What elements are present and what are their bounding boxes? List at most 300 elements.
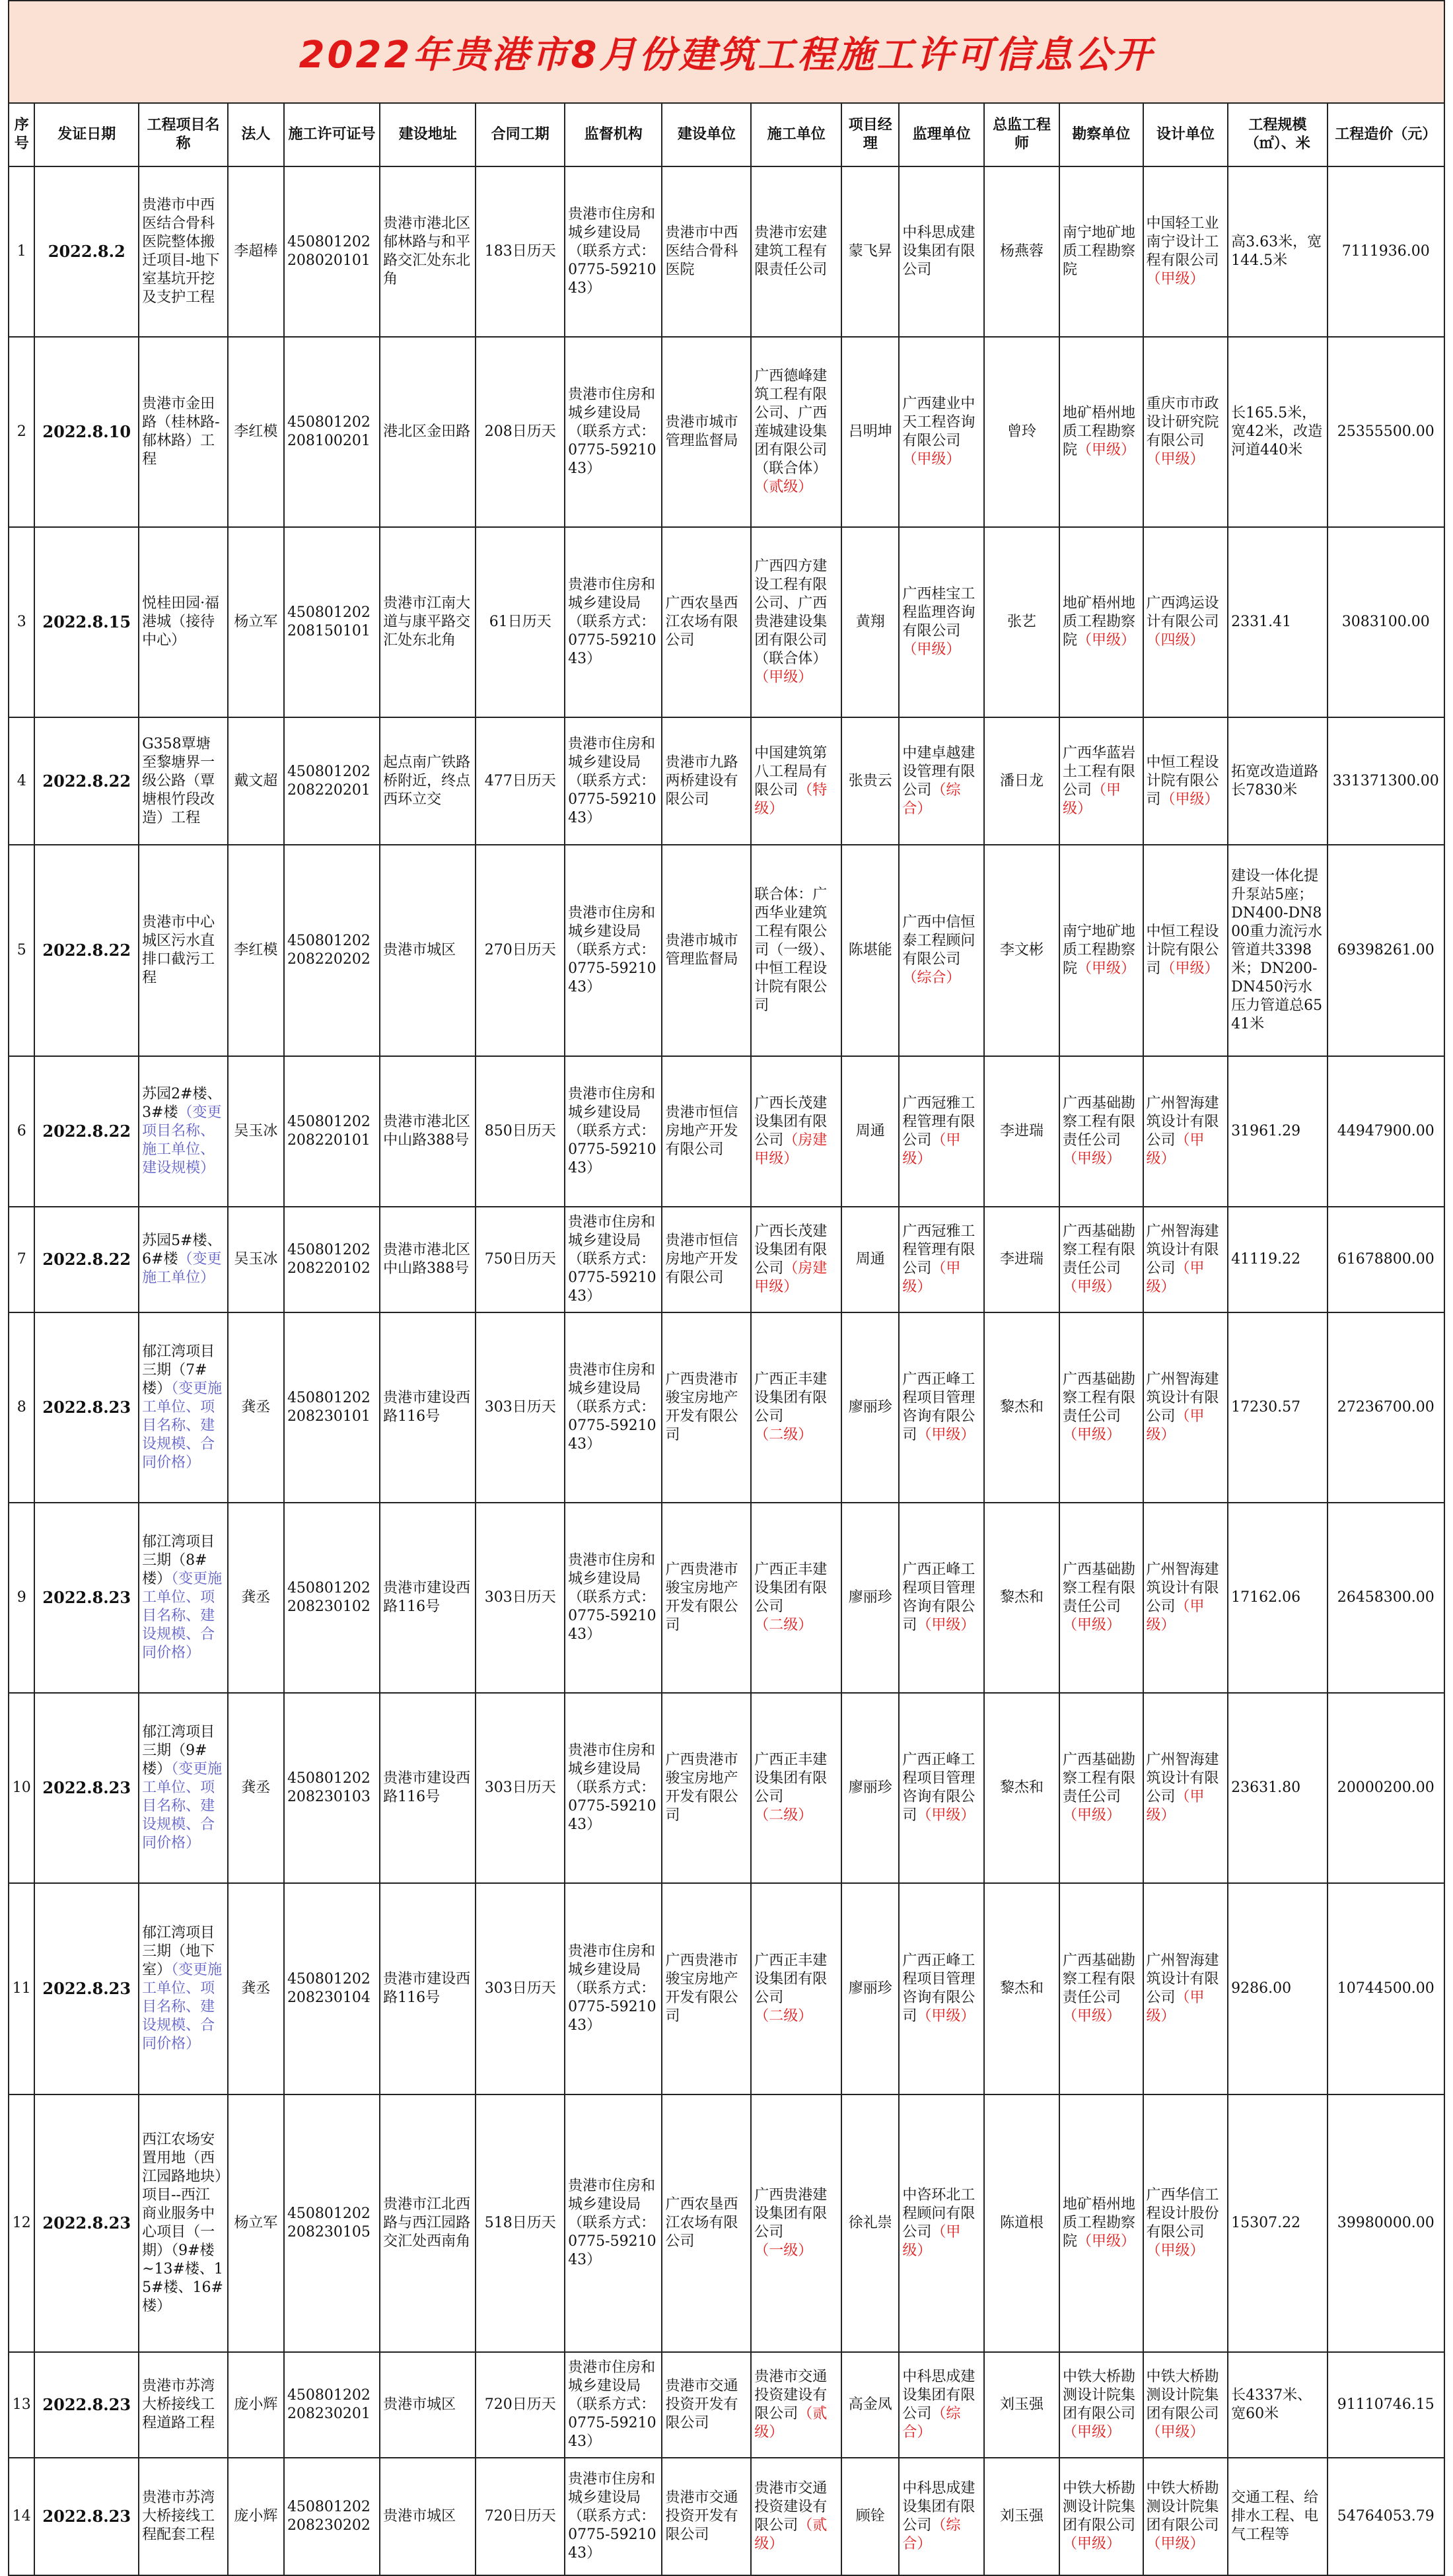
cell-cost xyxy=(1328,1883,1444,2094)
cell-scale xyxy=(1228,1503,1327,1693)
cell-permit xyxy=(284,1056,380,1207)
construction-owner: 贵港市交通投资开发有限公司 xyxy=(665,2489,738,2543)
design-company: 广州智海建筑设计有限公司 xyxy=(1146,1371,1219,1425)
contractor-name: 贵港市交通投资建设有限公司 xyxy=(754,2369,828,2422)
design-grade: （四级） xyxy=(1146,632,1205,649)
cell-survey xyxy=(1059,717,1143,845)
supervisor-grade: （甲级） xyxy=(902,451,961,468)
project-manager: 廖丽珍 xyxy=(848,1779,892,1796)
cell-legal xyxy=(228,1883,284,2094)
contractor-name: 广西正丰建设集团有限公司 xyxy=(754,1561,828,1615)
cell-address xyxy=(380,1207,476,1312)
project-cost: 7111936.00 xyxy=(1341,243,1430,260)
cell-project xyxy=(139,2094,228,2352)
site-address: 贵港市城区 xyxy=(383,2508,456,2524)
cell-contractor xyxy=(751,1503,841,1693)
cell-inspector xyxy=(899,2352,984,2458)
cell-chief xyxy=(984,2458,1059,2575)
contractor-name: 广西长茂建设集团有限公司 xyxy=(754,1095,828,1149)
col-header: 勘察单位 xyxy=(1059,103,1143,166)
cell-project xyxy=(139,2352,228,2458)
cell-permit xyxy=(284,2094,380,2352)
chief-engineer: 刘玉强 xyxy=(999,2508,1044,2524)
cell-project xyxy=(139,2458,228,2575)
project-scale: 拓宽改造道路长7830米 xyxy=(1231,763,1319,799)
design-company: 广州智海建筑设计有限公司 xyxy=(1146,1095,1219,1149)
cell-survey xyxy=(1059,1207,1143,1312)
site-address: 贵港市建设西路116号 xyxy=(383,1770,471,1805)
cell-legal xyxy=(228,2094,284,2352)
cell-project xyxy=(139,1056,228,1207)
supervisor-grade: （甲级） xyxy=(917,1617,975,1633)
cell-address xyxy=(380,1312,476,1503)
cell-contractor xyxy=(751,337,841,527)
col-header: 序号 xyxy=(9,103,34,166)
cell-chief xyxy=(984,166,1059,337)
project-cost: 3083100.00 xyxy=(1341,614,1430,630)
project-cost: 25355500.00 xyxy=(1337,423,1435,440)
cell-no xyxy=(9,166,34,337)
project-cost: 10744500.00 xyxy=(1337,1980,1435,1997)
chief-engineer: 黎杰和 xyxy=(999,1779,1044,1796)
cell-builder xyxy=(662,527,751,717)
permit-number: 450801202208230202 xyxy=(287,2499,371,2534)
supervising-company: 广西建业中天工程咨询有限公司 xyxy=(902,396,975,449)
survey-company: 南宁地矿地质工程勘察院 xyxy=(1063,923,1136,977)
cell-chief xyxy=(984,845,1059,1056)
legal-person: 吴玉冰 xyxy=(234,1251,278,1268)
chief-engineer: 黎杰和 xyxy=(999,1980,1044,1997)
project-scale: 9286.00 xyxy=(1231,1980,1292,1997)
contractor-grade: （二级） xyxy=(754,1617,813,1633)
supervising-company: 广西正峰工程项目管理咨询有限公司 xyxy=(902,1561,975,1633)
cell-builder xyxy=(662,1883,751,2094)
cell-supervisor xyxy=(565,1312,662,1503)
issue-date: 2022.8.23 xyxy=(42,1979,131,1998)
cell-date xyxy=(34,337,139,527)
cell-builder xyxy=(662,2352,751,2458)
cell-contractor xyxy=(751,845,841,1056)
site-address: 贵港市建设西路116号 xyxy=(383,1971,471,2006)
construction-owner: 贵港市中西医结合骨科医院 xyxy=(665,225,738,278)
cell-survey xyxy=(1059,845,1143,1056)
cell-no xyxy=(9,2094,34,2352)
survey-grade: （甲级） xyxy=(1063,1151,1121,1167)
survey-company: 地矿梧州地质工程勘察院 xyxy=(1063,405,1136,458)
cell-design xyxy=(1143,527,1228,717)
cell-chief xyxy=(984,1883,1059,2094)
cell-builder xyxy=(662,1693,751,1883)
cell-chief xyxy=(984,717,1059,845)
design-grade: （甲级） xyxy=(1146,1989,1205,2024)
cell-cost xyxy=(1328,1503,1444,1693)
construction-owner: 贵港市九路两桥建设有限公司 xyxy=(665,754,738,808)
construction-owner: 广西农垦西江农场有限公司 xyxy=(665,595,738,649)
design-company: 广西鸿运设计有限公司 xyxy=(1146,595,1219,630)
project-cost: 27236700.00 xyxy=(1337,1399,1435,1415)
issue-date: 2022.8.23 xyxy=(42,1398,131,1417)
construction-owner: 贵港市城市管理监督局 xyxy=(665,933,738,968)
cell-cost xyxy=(1328,717,1444,845)
construction-owner: 广西贵港市骏宝房地产开发有限公司 xyxy=(665,1561,738,1633)
project-name: 贵港市金田路（桂林路-郁林路）工程 xyxy=(142,396,220,468)
cell-scale xyxy=(1228,337,1327,527)
cell-chief xyxy=(984,2352,1059,2458)
cell-cost xyxy=(1328,2458,1444,2575)
row-number: 10 xyxy=(12,1779,31,1796)
cell-survey xyxy=(1059,337,1143,527)
cell-contractor xyxy=(751,166,841,337)
cell-inspector xyxy=(899,527,984,717)
cell-supervisor xyxy=(565,1883,662,2094)
cell-legal xyxy=(228,2458,284,2575)
cell-survey xyxy=(1059,1693,1143,1883)
cell-inspector xyxy=(899,2458,984,2575)
cell-scale xyxy=(1228,2352,1327,2458)
issue-date: 2022.8.23 xyxy=(42,2507,131,2526)
cell-address xyxy=(380,845,476,1056)
supervision-agency: 贵港市住房和城乡建设局（联系方式：0775-5921043） xyxy=(568,2178,656,2268)
survey-grade: （甲级） xyxy=(1063,2536,1121,2552)
cell-scale xyxy=(1228,1312,1327,1503)
survey-company: 广西基础勘察工程有限责任公司 xyxy=(1063,1223,1136,1277)
cell-period xyxy=(476,717,565,845)
legal-person: 龚丞 xyxy=(241,1980,271,1997)
legal-person: 龚丞 xyxy=(241,1589,271,1606)
project-name: G358覃塘至黎塘界一级公路（覃塘根竹段改造）工程 xyxy=(142,735,215,826)
survey-company: 广西华蓝岩土工程有限公司 xyxy=(1063,744,1136,799)
cell-permit xyxy=(284,337,380,527)
row-number: 11 xyxy=(12,1980,31,1997)
supervisor-grade: （综合） xyxy=(902,2406,961,2441)
cell-project xyxy=(139,717,228,845)
cell-scale xyxy=(1228,2458,1327,2575)
change-note: （变更施工单位） xyxy=(142,1251,222,1286)
cell-cost xyxy=(1328,1207,1444,1312)
legal-person: 吴玉冰 xyxy=(234,1123,278,1139)
cell-date xyxy=(34,1207,139,1312)
cell-pm xyxy=(841,1693,899,1883)
survey-grade: （甲级） xyxy=(1063,2424,1121,2441)
site-address: 贵港市江北西路与西江园路交汇处西南角 xyxy=(383,2196,471,2250)
supervision-agency: 贵港市住房和城乡建设局（联系方式：0775-5921043） xyxy=(568,2471,656,2561)
cell-supervisor xyxy=(565,1503,662,1693)
project-name: 郁江湾项目三期（9#楼） xyxy=(142,1724,215,1777)
cell-no xyxy=(9,1503,34,1693)
cell-design xyxy=(1143,717,1228,845)
cell-pm xyxy=(841,2458,899,2575)
chief-engineer: 杨燕蓉 xyxy=(999,243,1044,260)
legal-person: 李超棒 xyxy=(234,243,278,260)
survey-company: 中铁大桥勘测设计院集团有限公司 xyxy=(1063,2480,1136,2534)
chief-engineer: 张艺 xyxy=(1007,614,1036,630)
cell-scale xyxy=(1228,1883,1327,2094)
cell-legal xyxy=(228,1207,284,1312)
col-header: 合同工期 xyxy=(476,103,565,166)
table-row xyxy=(9,845,1444,1056)
project-name: 西江农场安置用地（西江园路地块）项目--西江商业服务中心项目（一期）（9#楼~13#楼、15#楼、16#楼） xyxy=(142,2131,223,2314)
survey-grade: （甲级） xyxy=(1077,960,1136,977)
cell-supervisor xyxy=(565,2458,662,2575)
project-name: 苏园2#楼、3#楼 xyxy=(142,1086,222,1121)
cell-permit xyxy=(284,1207,380,1312)
chief-engineer: 李文彬 xyxy=(999,942,1044,958)
cell-contractor xyxy=(751,2352,841,2458)
cell-date xyxy=(34,2352,139,2458)
project-name: 郁江湾项目三期（8#楼） xyxy=(142,1534,215,1587)
table-row xyxy=(9,166,1444,337)
row-number: 2 xyxy=(17,423,26,440)
cell-address xyxy=(380,527,476,717)
permit-number: 450801202208220102 xyxy=(287,1242,371,1277)
cell-permit xyxy=(284,166,380,337)
cell-no xyxy=(9,1312,34,1503)
legal-person: 庞小辉 xyxy=(234,2508,278,2524)
row-number: 9 xyxy=(17,1589,26,1606)
chief-engineer: 陈道根 xyxy=(999,2215,1044,2231)
permit-number: 450801202208230101 xyxy=(287,1390,371,1425)
survey-grade: （甲级） xyxy=(1063,2008,1121,2024)
cell-date xyxy=(34,2094,139,2352)
chief-engineer: 黎杰和 xyxy=(999,1589,1044,1606)
permit-number: 450801202208150101 xyxy=(287,604,371,639)
contract-period: 303日历天 xyxy=(484,1589,556,1606)
contract-period: 850日历天 xyxy=(484,1123,556,1139)
table-row xyxy=(9,1693,1444,1883)
issue-date: 2022.8.23 xyxy=(42,1778,131,1797)
issue-date: 2022.8.10 xyxy=(42,422,131,441)
design-grade: （甲级） xyxy=(1146,1132,1205,1167)
table-body xyxy=(9,166,1444,2575)
project-scale: 23631.80 xyxy=(1231,1779,1301,1796)
cell-supervisor xyxy=(565,1056,662,1207)
contract-period: 61日历天 xyxy=(489,614,551,630)
supervision-agency: 贵港市住房和城乡建设局（联系方式：0775-5921043） xyxy=(568,1742,656,1833)
design-company: 中恒工程设计院有限公司 xyxy=(1146,923,1219,977)
col-header: 施工单位 xyxy=(751,103,841,166)
table-row xyxy=(9,1883,1444,2094)
cell-pm xyxy=(841,166,899,337)
cell-builder xyxy=(662,845,751,1056)
site-address: 贵港市建设西路116号 xyxy=(383,1390,471,1425)
cell-inspector xyxy=(899,1883,984,2094)
legal-person: 李红模 xyxy=(234,942,278,958)
supervisor-grade: （甲级） xyxy=(917,1427,975,1443)
contractor-grade: （二级） xyxy=(754,2008,813,2024)
cell-inspector xyxy=(899,1207,984,1312)
cell-supervisor xyxy=(565,717,662,845)
table-row xyxy=(9,337,1444,527)
cell-survey xyxy=(1059,1883,1143,2094)
contractor-grade: （一级） xyxy=(754,2242,813,2259)
issue-date: 2022.8.22 xyxy=(42,1250,131,1269)
cell-chief xyxy=(984,1056,1059,1207)
permit-table xyxy=(8,102,1445,2576)
project-cost: 331371300.00 xyxy=(1332,772,1439,789)
row-number: 13 xyxy=(12,2396,31,2413)
project-cost: 61678800.00 xyxy=(1337,1251,1435,1268)
cell-scale xyxy=(1228,2094,1327,2352)
cell-period xyxy=(476,1312,565,1503)
construction-owner: 贵港市城市管理监督局 xyxy=(665,414,738,449)
cell-permit xyxy=(284,2352,380,2458)
cell-cost xyxy=(1328,166,1444,337)
contractor-name: 广西正丰建设集团有限公司 xyxy=(754,1371,828,1425)
cell-permit xyxy=(284,527,380,717)
cell-no xyxy=(9,527,34,717)
project-manager: 周通 xyxy=(855,1251,885,1268)
cell-design xyxy=(1143,2352,1228,2458)
row-number: 12 xyxy=(12,2215,31,2231)
site-address: 贵港市城区 xyxy=(383,2396,456,2413)
col-header: 监理单位 xyxy=(899,103,984,166)
cell-period xyxy=(476,845,565,1056)
design-company: 广州智海建筑设计有限公司 xyxy=(1146,1223,1219,1277)
cell-builder xyxy=(662,2458,751,2575)
contractor-grade: （甲级） xyxy=(754,669,813,686)
cell-no xyxy=(9,845,34,1056)
cell-legal xyxy=(228,1312,284,1503)
project-scale: 长4337米、宽60米 xyxy=(1231,2387,1312,2422)
cell-inspector xyxy=(899,1503,984,1693)
cell-contractor xyxy=(751,2094,841,2352)
cell-design xyxy=(1143,1207,1228,1312)
cell-pm xyxy=(841,1312,899,1503)
contract-period: 183日历天 xyxy=(484,243,556,260)
cell-date xyxy=(34,717,139,845)
cell-permit xyxy=(284,1312,380,1503)
project-cost: 54764053.79 xyxy=(1337,2508,1435,2524)
cell-address xyxy=(380,1693,476,1883)
cell-supervisor xyxy=(565,845,662,1056)
change-note: （变更项目名称、施工单位、建设规模） xyxy=(142,1104,222,1176)
supervising-company: 广西正峰工程项目管理咨询有限公司 xyxy=(902,1752,975,1824)
cell-date xyxy=(34,166,139,337)
table-row xyxy=(9,1056,1444,1207)
cell-inspector xyxy=(899,1312,984,1503)
contractor-grade: （贰级） xyxy=(754,479,813,495)
cell-builder xyxy=(662,337,751,527)
cell-design xyxy=(1143,337,1228,527)
project-name: 贵港市苏湾大桥接线工程配套工程 xyxy=(142,2489,215,2543)
cell-project xyxy=(139,845,228,1056)
construction-owner: 广西贵港市骏宝房地产开发有限公司 xyxy=(665,1752,738,1824)
cell-pm xyxy=(841,1207,899,1312)
table-row xyxy=(9,1503,1444,1693)
cell-project xyxy=(139,1883,228,2094)
cell-legal xyxy=(228,1503,284,1693)
project-name: 贵港市中心城区污水直排口截污工程 xyxy=(142,914,215,986)
cell-inspector xyxy=(899,1056,984,1207)
supervisor-grade: （综合） xyxy=(902,2517,961,2552)
supervision-agency: 贵港市住房和城乡建设局（联系方式：0775-5921043） xyxy=(568,1943,656,2034)
cell-builder xyxy=(662,717,751,845)
cell-permit xyxy=(284,1693,380,1883)
cell-scale xyxy=(1228,845,1327,1056)
design-grade: （甲级） xyxy=(1146,451,1205,468)
contractor-grade: （特级） xyxy=(754,781,828,817)
cell-builder xyxy=(662,1056,751,1207)
cell-pm xyxy=(841,717,899,845)
legal-person: 戴文超 xyxy=(234,772,278,789)
cell-design xyxy=(1143,1693,1228,1883)
cell-address xyxy=(380,337,476,527)
table-row xyxy=(9,717,1444,845)
cell-no xyxy=(9,2458,34,2575)
project-name: 悦桂田园·福港城（接待中心） xyxy=(142,595,220,649)
cell-period xyxy=(476,1056,565,1207)
cell-period xyxy=(476,1207,565,1312)
project-scale: 15307.22 xyxy=(1231,2215,1301,2231)
cell-permit xyxy=(284,2458,380,2575)
site-address: 贵港市港北区中山路388号 xyxy=(383,1242,471,1277)
change-note: （变更施工单位、项目名称、建设规模、合同价格） xyxy=(142,1380,223,1471)
cell-legal xyxy=(228,1693,284,1883)
cell-pm xyxy=(841,337,899,527)
cell-survey xyxy=(1059,2352,1143,2458)
supervising-company: 中咨环北工程顾问有限公司 xyxy=(902,2187,975,2240)
supervision-agency: 贵港市住房和城乡建设局（联系方式：0775-5921043） xyxy=(568,1362,656,1452)
contract-period: 208日历天 xyxy=(484,423,556,440)
cell-cost xyxy=(1328,2094,1444,2352)
cell-legal xyxy=(228,1056,284,1207)
project-manager: 吕明坤 xyxy=(848,423,892,440)
cell-survey xyxy=(1059,1056,1143,1207)
project-scale: 17230.57 xyxy=(1231,1399,1301,1415)
issue-date: 2022.8.23 xyxy=(42,2395,131,2414)
supervising-company: 广西正峰工程项目管理咨询有限公司 xyxy=(902,1371,975,1443)
cell-supervisor xyxy=(565,1207,662,1312)
legal-person: 李红模 xyxy=(234,423,278,440)
survey-grade: （甲级） xyxy=(1063,1617,1121,1633)
cell-survey xyxy=(1059,1312,1143,1503)
permit-number: 450801202208100201 xyxy=(287,414,371,449)
cell-inspector xyxy=(899,845,984,1056)
issue-date: 2022.8.2 xyxy=(48,242,125,261)
cell-period xyxy=(476,2458,565,2575)
cell-survey xyxy=(1059,2458,1143,2575)
col-header: 建设地址 xyxy=(380,103,476,166)
table-row xyxy=(9,2352,1444,2458)
cell-pm xyxy=(841,527,899,717)
cell-supervisor xyxy=(565,166,662,337)
design-grade: （甲级） xyxy=(1146,1598,1205,1633)
issue-date: 2022.8.22 xyxy=(42,771,131,791)
design-grade: （甲级） xyxy=(1146,1408,1205,1443)
contract-period: 720日历天 xyxy=(484,2396,556,2413)
cell-permit xyxy=(284,717,380,845)
cell-address xyxy=(380,2094,476,2352)
cell-chief xyxy=(984,1207,1059,1312)
legal-person: 杨立军 xyxy=(234,614,278,630)
design-company: 广西华信工程设计股份有限公司 xyxy=(1146,2187,1219,2240)
permit-number: 450801202208220201 xyxy=(287,763,371,799)
cell-contractor xyxy=(751,1693,841,1883)
supervision-agency: 贵港市住房和城乡建设局（联系方式：0775-5921043） xyxy=(568,206,656,297)
cell-period xyxy=(476,2094,565,2352)
cell-date xyxy=(34,845,139,1056)
col-header: 建设单位 xyxy=(662,103,751,166)
table-row xyxy=(9,1207,1444,1312)
issue-date: 2022.8.15 xyxy=(42,612,131,631)
change-note: （变更施工单位、项目名称、建设规模、合同价格） xyxy=(142,1962,223,2052)
chief-engineer: 刘玉强 xyxy=(999,2396,1044,2413)
site-address: 港北区金田路 xyxy=(383,423,471,440)
cell-chief xyxy=(984,337,1059,527)
cell-date xyxy=(34,1883,139,2094)
cell-supervisor xyxy=(565,337,662,527)
legal-person: 庞小辉 xyxy=(234,2396,278,2413)
